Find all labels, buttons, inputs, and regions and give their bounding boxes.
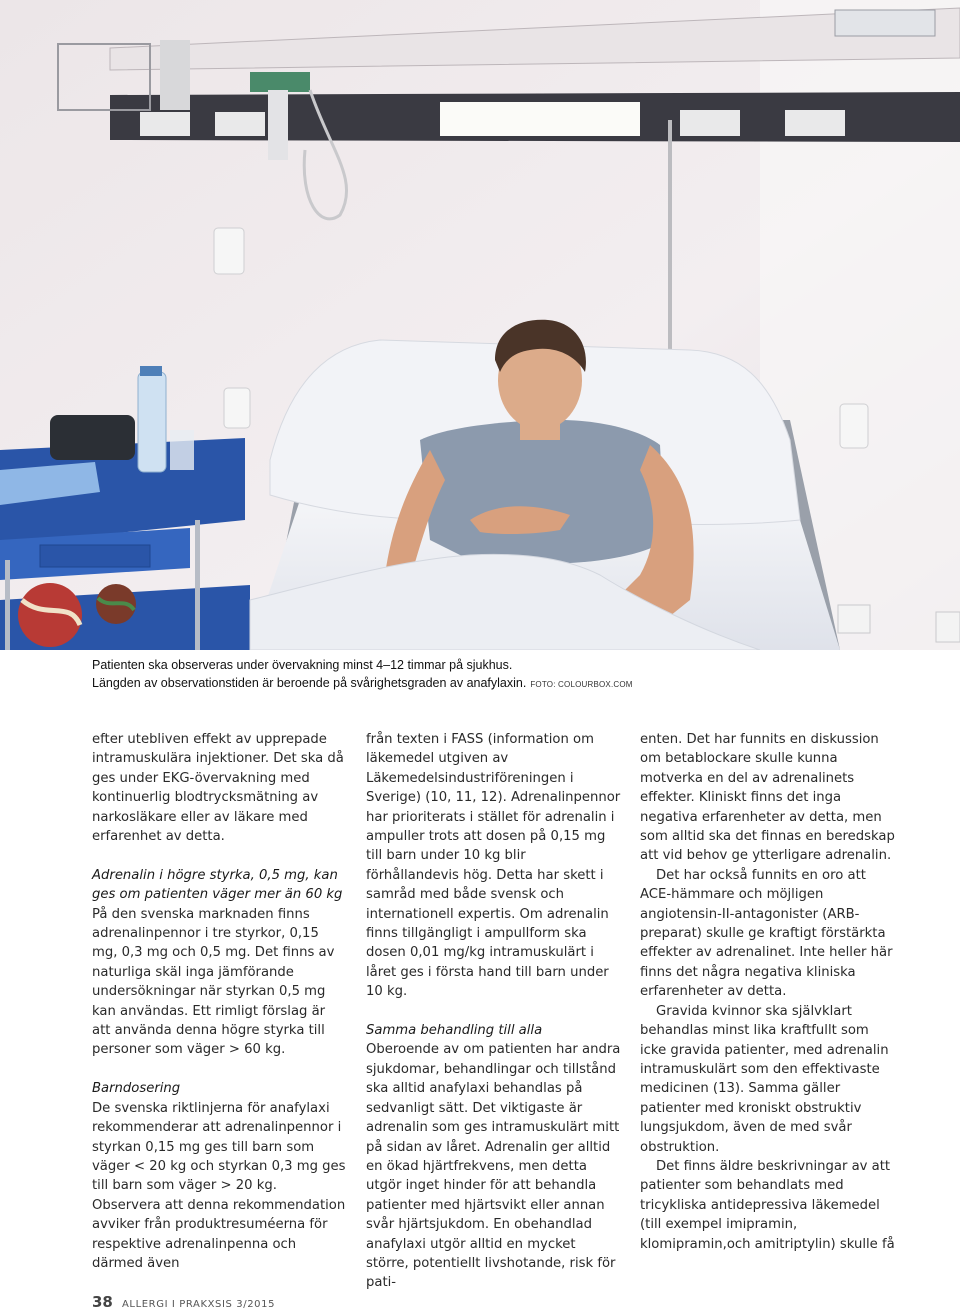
col3-paragraph-4: Det finns äldre beskrivningar av att patienter som behandlats med tricykliska antidepressiva läkemedel (till exempel imipramin, klomipramin,och amitriptylin) skulle få	[640, 1158, 895, 1252]
magazine-name: ALLERGI I PRAKXSIS 3/2015	[121, 1299, 276, 1310]
col3-paragraph-1: enten. Det har funnits en diskussion om betablockare skulle kunna motverka en del av adrenalinets effekter. Kliniskt finns det inga negativa erfarenheter av detta, men som alltid ska det finnas en beredskap att vid behov ge ytterligare adrenalin.	[640, 732, 895, 864]
photo-caption	[92, 656, 792, 694]
col1-heading-adrenalin: Adrenalin i högre styrka, 0,5 mg, kan ges om patienten väger mer än 60 kg	[92, 867, 343, 903]
col1-paragraph-1: efter utebliven effekt av upprepade intramuskulära injektioner. Det ska då ges under EKG-övervakning med kontinuerlig blodtrycksmätning av narkosläkare eller av läkare med erfarenhet av detta.	[92, 732, 344, 845]
caption-line-2-text: Längden av observationstiden är beroende på svårighetsgraden av anafylaxin.	[92, 676, 527, 690]
col1-paragraph-3: De svenska riktlinjerna för anafylaxi rekommenderar att adrenalinpennor i styrkan 0,15 mg ges till barn som väger < 20 kg och styrkan 0,3 mg ges till barn som väger > 20 kg. Observera att denna rekommendation avviker från produktresuméerna för respektive adrenalinpenna och därmed även	[92, 1100, 346, 1271]
hospital-room-photo	[0, 0, 960, 650]
text-column-2	[366, 730, 621, 1293]
col2-heading-samma-behandling: Samma behandling till alla	[366, 1023, 543, 1039]
caption-line-1: Patienten ska observeras under övervakning minst 4–12 timmar på sjukhus.	[92, 658, 513, 672]
caption-line-2	[92, 674, 792, 694]
page-footer	[92, 1292, 275, 1311]
text-column-1	[92, 730, 347, 1273]
col2-paragraph-2: Oberoende av om patienten har andra sjukdomar, behandlingar och tillstånd ska alltid anafylaxi behandlas på sedvanligt sätt. Det viktigaste är adrenalin som ges intramuskulärt mitt på sidan av låret. Adrenalin ger alltid en ökad hjärtfrekvens, men detta utgör inget hinder för att behandla patienter med hjärtsvikt eller annan svår hjärtsjukdom. En obehandlad anafylaxi utgör alltid en mycket större, potentiellt livshotande, risk för pati-	[366, 1042, 621, 1291]
col2-paragraph-1: från texten i FASS (information om läkemedel utgiven av Läkemedelsindustriföreningen i Sverige) (10, 11, 12). Adrenalinpennor har prioriterats i stället för adrenalin i ampuller trots att dosen på 0,15 mg till barn under 10 kg blir förhållandevis hög. Detta har skett i samråd med både svensk och internationell expertis. Om adrenalin finns tillgängligt i ampullform ska dosen 0,01 mg/kg intramuskulärt i låret ges i första hand till barn under 10 kg.	[366, 732, 621, 1000]
page-number: 38	[92, 1293, 113, 1311]
col3-paragraph-2: Det har också funnits en oro att ACE-hämmare och möjligen angiotensin-II-antagonister (ARB-preparat) skulle ge kraftigt förstärkta effekter av adrenalinet. Inte heller här finns det några negativa kliniska erfarenheter av detta.	[640, 867, 893, 1000]
col1-paragraph-2: På den svenska marknaden finns adrenalinpennor i tre styrkor, 0,15 mg, 0,3 mg och 0,5 mg. Det finns av naturliga skäl inga jämförande undersökningar när styrkan 0,5 mg kan användas. Ett rimligt förslag är att använda denna högre styrka till personer som väger > 60 kg.	[92, 906, 335, 1058]
photo-credit: FOTO: COLOURBOX.COM	[530, 680, 633, 689]
text-column-3	[640, 730, 895, 1254]
col1-heading-barndosering: Barndosering	[92, 1081, 181, 1097]
col3-paragraph-3: Gravida kvinnor ska självklart behandlas minst lika kraftfullt som icke gravida patienter, med adrenalin intramuskulärt som den effektivaste medicinen (13). Samma gäller patienter med kroniskt obstruktiv lungsjukdom, även de med svår obstruktion.	[640, 1003, 889, 1155]
